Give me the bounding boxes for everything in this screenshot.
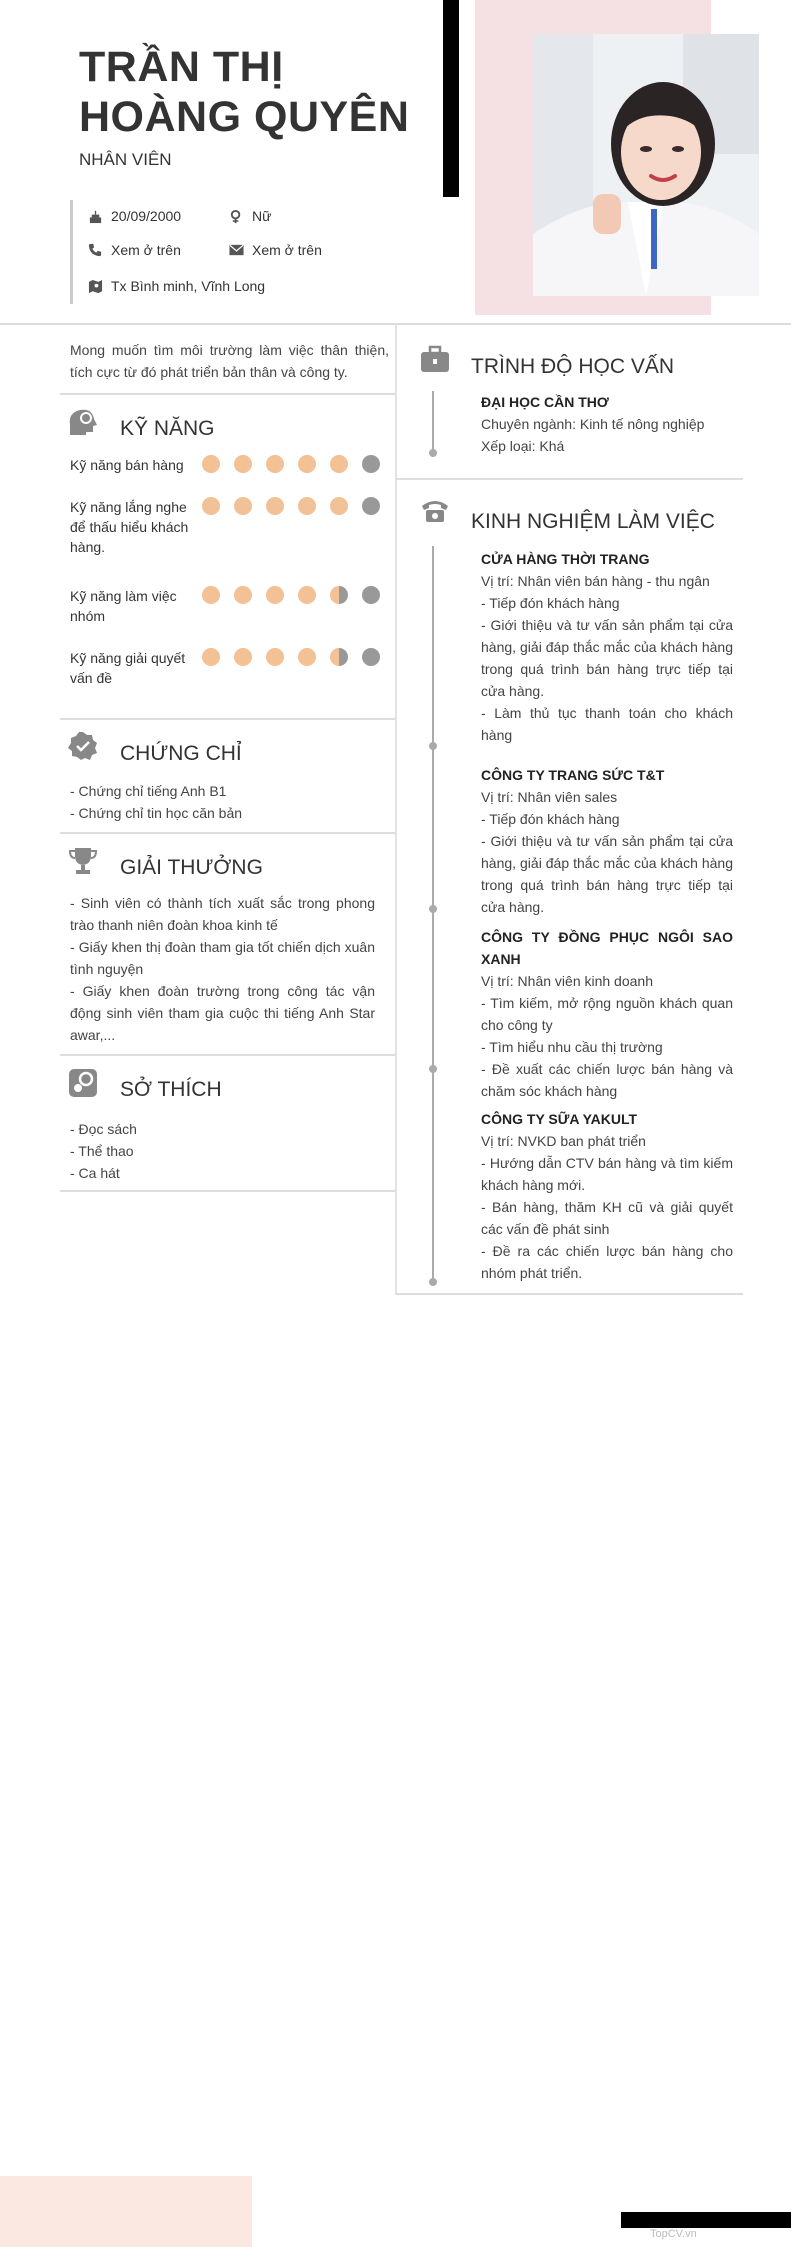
education-entry — [481, 391, 733, 457]
education-timeline — [432, 391, 434, 451]
cake-icon — [87, 208, 103, 224]
rating-dot — [234, 648, 252, 666]
experience-line: - Giới thiệu và tư vấn sản phẩm tại cửa hàng, giải đáp thắc mắc của khách hàng trong quá trình bán hàng trực tiếp tại cửa hàng. — [481, 833, 733, 915]
birthday-row — [87, 208, 181, 224]
skill-rating — [202, 648, 394, 666]
skills-section — [60, 395, 395, 720]
hobbies-title: SỞ THÍCH — [120, 1078, 222, 1101]
rating-dot — [298, 455, 316, 473]
cv-header — [0, 0, 791, 325]
experience-line: - Bán hàng, thăm KH cũ và giải quyết các vấn đề phát sinh — [481, 1199, 733, 1237]
rating-dot — [266, 497, 284, 515]
map-icon — [87, 278, 103, 294]
address-row — [87, 278, 265, 294]
experience-entry — [481, 548, 733, 746]
gender-icon — [228, 208, 244, 224]
head-gear-icon — [66, 405, 100, 439]
company-name: CỬA HÀNG THỜI TRANG — [481, 551, 650, 567]
candidate-name: TRẦN THỊ HOÀNG QUYÊN — [79, 43, 410, 141]
timeline-dot — [429, 1278, 437, 1286]
experience-entry — [481, 1108, 733, 1284]
hobby-line: - Thể thao — [70, 1143, 134, 1159]
experience-line: - Tiếp đón khách hàng — [481, 811, 620, 827]
timeline-dot — [429, 905, 437, 913]
experience-line: - Tiếp đón khách hàng — [481, 595, 620, 611]
company-name: CÔNG TY ĐỒNG PHỤC NGÔI SAO XANH — [481, 929, 733, 967]
skill-item — [70, 586, 380, 626]
timeline-dot — [429, 449, 437, 457]
certificates-section — [60, 720, 395, 834]
experience-entry — [481, 926, 733, 1102]
company-name: CÔNG TY SỮA YAKULT — [481, 1111, 638, 1127]
experience-entry — [481, 764, 733, 918]
rating-dot — [330, 586, 348, 604]
rating-dot — [234, 586, 252, 604]
experience-line: - Tìm hiểu nhu cầu thị trường — [481, 1039, 663, 1055]
skill-item — [70, 455, 380, 475]
hobby-line: - Đọc sách — [70, 1121, 137, 1137]
experience-line: - Giới thiệu và tư vấn sản phẩm tại cửa hàng, giải đáp thắc mắc của khách hàng trong quá trình bán hàng trực tiếp tại cửa hàng. — [481, 617, 733, 699]
rating-dot — [266, 648, 284, 666]
timeline-dot — [429, 1065, 437, 1073]
rating-dot — [330, 455, 348, 473]
watermark: TopCV.vn — [650, 2228, 697, 2240]
experience-line: - Tìm kiếm, mở rộng nguồn khách quan cho công ty — [481, 995, 733, 1033]
experience-line: - Đề ra các chiến lược bán hàng cho nhóm phát triển. — [481, 1243, 733, 1281]
left-column — [60, 325, 395, 1192]
rating-dot — [234, 455, 252, 473]
address-value: Tx Bình minh, Vĩnh Long — [111, 278, 266, 294]
career-objective: Mong muốn tìm môi trường làm việc thân thiện, tích cực từ đó phát triển bản thân và công ty. — [60, 325, 395, 395]
experience-line: Vị trí: Nhân viên bán hàng - thu ngân — [481, 573, 710, 589]
briefcase-icon — [420, 345, 454, 379]
education-grade: Xếp loại: Khá — [481, 438, 565, 454]
birthday-value: 20/09/2000 — [111, 208, 182, 224]
phone-icon — [87, 242, 103, 258]
rating-dot — [298, 586, 316, 604]
experience-title: KINH NGHIỆM LÀM VIỆC — [471, 510, 715, 533]
email-value[interactable]: Xem ở trên — [252, 242, 322, 258]
skill-label: Kỹ năng làm việc nhóm — [70, 588, 177, 624]
hobby-line: - Ca hát — [70, 1165, 120, 1181]
certificate-line: - Chứng chỉ tiếng Anh B1 — [70, 783, 227, 799]
decorative-footer-pink — [0, 2176, 252, 2247]
rating-dot — [330, 497, 348, 515]
experience-line: Vị trí: NVKD ban phát triển — [481, 1133, 646, 1149]
skill-rating — [202, 455, 394, 473]
experience-line: - Làm thủ tục thanh toán cho khách hàng — [481, 705, 733, 743]
decorative-footer-bar — [621, 2212, 791, 2228]
envelope-icon — [228, 242, 244, 258]
award-line: - Sinh viên có thành tích xuất sắc trong phong trào thanh niên đoàn khoa kinh tế — [70, 895, 375, 933]
rating-dot — [202, 648, 220, 666]
telephone-icon — [420, 496, 454, 530]
skill-rating — [202, 497, 394, 515]
gender-row — [228, 208, 271, 224]
awards-section — [60, 834, 395, 1056]
decorative-black-bar — [443, 0, 459, 197]
awards-title: GIẢI THƯỞNG — [120, 856, 263, 879]
experience-line: - Hướng dẫn CTV bán hàng và tìm kiếm khách hàng mới. — [481, 1155, 733, 1193]
experience-timeline — [432, 546, 434, 1286]
education-title: TRÌNH ĐỘ HỌC VẤN — [471, 355, 675, 378]
school-name: ĐẠI HỌC CẦN THƠ — [481, 394, 609, 410]
skill-label: Kỹ năng bán hàng — [70, 457, 184, 473]
skill-item — [70, 648, 380, 688]
award-line: - Giấy khen đoàn trường trong công tác vận động sinh viên tham gia cuộc thi tiếng Anh Star awar,... — [70, 983, 375, 1043]
skill-rating — [202, 586, 394, 604]
phone-value[interactable]: Xem ở trên — [111, 242, 181, 258]
certificate-line: - Chứng chỉ tin học căn bản — [70, 805, 243, 821]
rating-dot — [234, 497, 252, 515]
contact-info — [70, 200, 370, 304]
timeline-dot — [429, 742, 437, 750]
rating-dot — [298, 497, 316, 515]
rating-dot — [362, 497, 380, 515]
certificate-icon — [66, 730, 100, 764]
certificates-title: CHỨNG CHỈ — [120, 742, 242, 765]
rating-dot — [202, 455, 220, 473]
experience-section — [395, 480, 743, 1295]
education-major: Chuyên ngành: Kinh tế nông nghiệp — [481, 416, 705, 432]
right-column — [395, 325, 743, 1295]
rating-dot — [266, 586, 284, 604]
skill-label: Kỹ năng lắng nghe để thấu hiểu khách hàng. — [70, 499, 189, 555]
rating-dot — [362, 586, 380, 604]
rating-dot — [202, 586, 220, 604]
experience-line: Vị trí: Nhân viên sales — [481, 789, 618, 805]
job-title: NHÂN VIÊN — [79, 150, 172, 169]
email-row — [228, 242, 322, 258]
award-line: - Giấy khen thị đoàn tham gia tốt chiến dịch xuân tình nguyện — [70, 939, 375, 977]
rating-dot — [362, 455, 380, 473]
profile-photo — [533, 34, 759, 296]
rating-dot — [202, 497, 220, 515]
education-section — [395, 325, 743, 480]
trophy-icon — [66, 844, 100, 878]
skills-title: KỸ NĂNG — [120, 417, 215, 440]
skill-item — [70, 497, 380, 557]
rating-dot — [298, 648, 316, 666]
gamepad-icon — [66, 1066, 100, 1100]
hobbies-section — [60, 1056, 395, 1192]
experience-line: - Đề xuất các chiến lược bán hàng và chăm sóc khách hàng — [481, 1061, 733, 1099]
skill-label: Kỹ năng giải quyết vấn đề — [70, 650, 186, 686]
rating-dot — [330, 648, 348, 666]
company-name: CÔNG TY TRANG SỨC T&T — [481, 767, 665, 783]
gender-value: Nữ — [252, 208, 272, 224]
phone-row — [87, 242, 181, 258]
rating-dot — [266, 455, 284, 473]
rating-dot — [362, 648, 380, 666]
experience-line: Vị trí: Nhân viên kinh doanh — [481, 973, 653, 989]
